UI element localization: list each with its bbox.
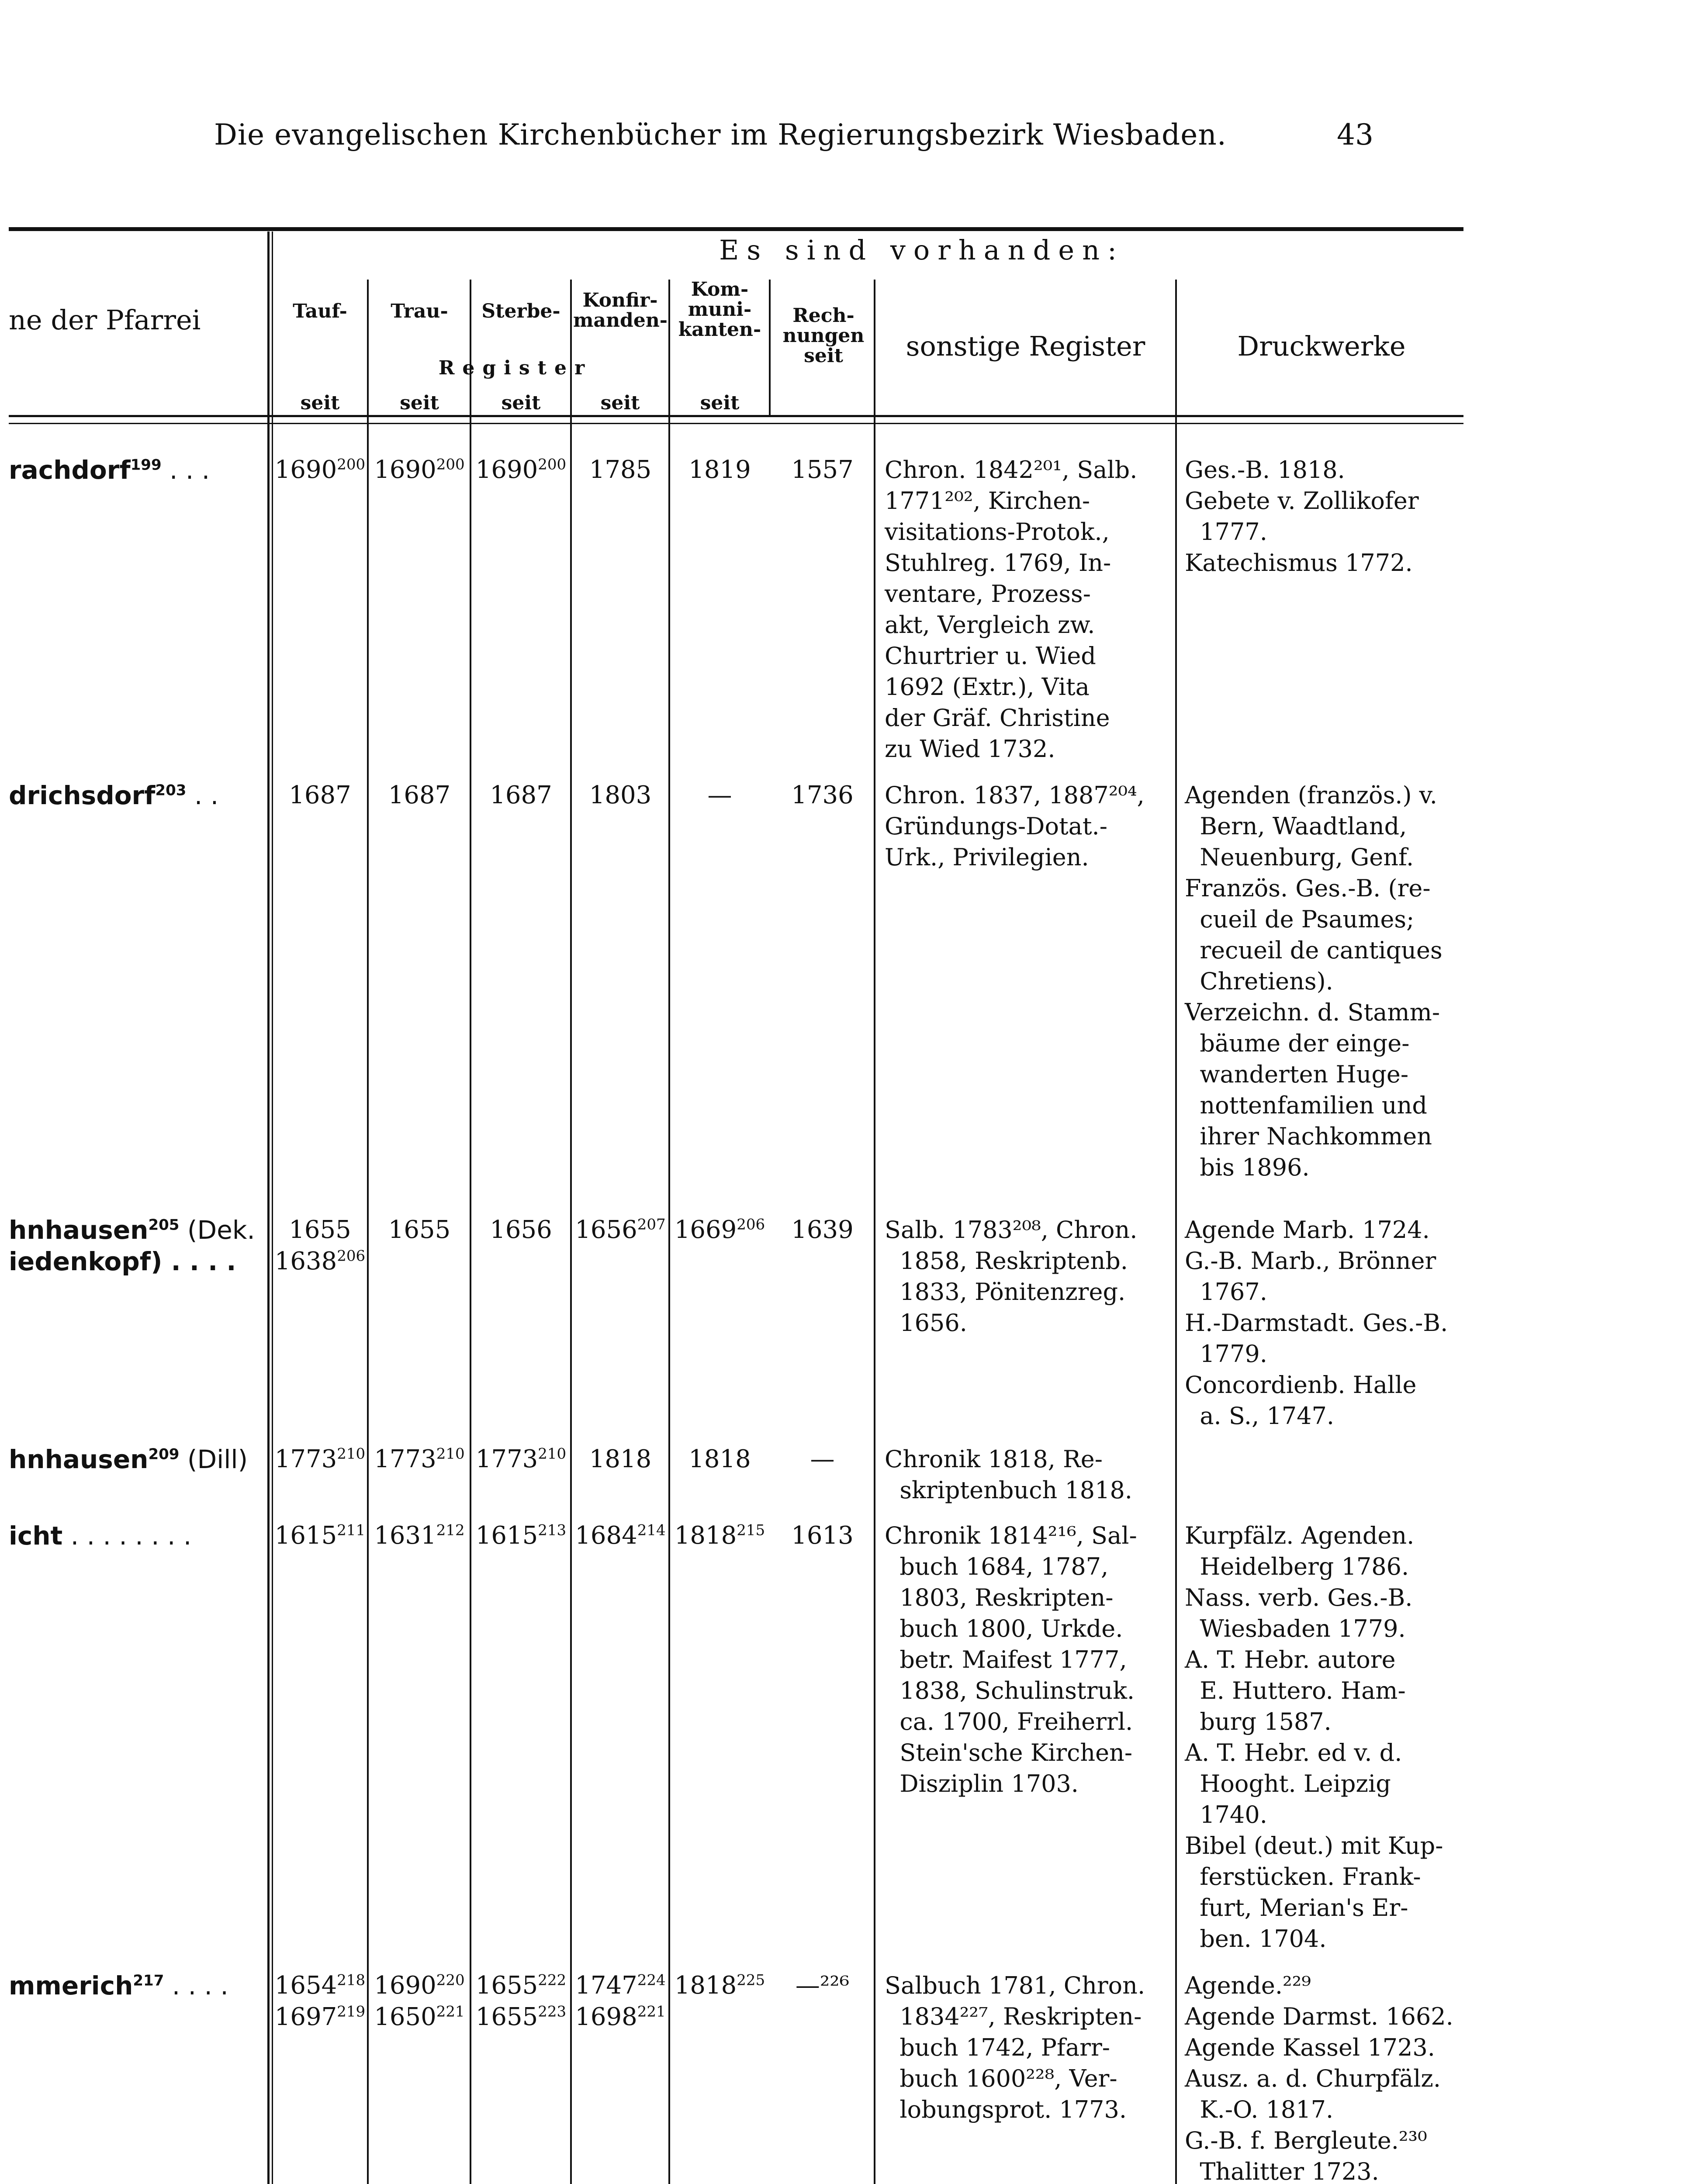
register-konf-year bbox=[572, 2001, 668, 2033]
register-tauf-year bbox=[273, 2001, 367, 2033]
sonstige-register-line: Chron. 1842²⁰¹, Salb. bbox=[885, 456, 1138, 484]
column-header-tauf: Tauf- bbox=[293, 300, 347, 322]
footnote-ref: 221 bbox=[436, 2003, 465, 2021]
sonstige-register-line: visitations-Protok., bbox=[885, 518, 1110, 546]
druckwerke-line: E. Huttero. Ham- bbox=[1185, 1677, 1406, 1704]
druckwerke-line: Kurpfälz. Agenden. bbox=[1185, 1522, 1415, 1549]
parish-name-text: hnhausen bbox=[9, 1215, 149, 1245]
column-header-seit: seit bbox=[700, 392, 740, 414]
register-sterbe-year bbox=[472, 2001, 570, 2033]
sonstige-register-line: Salb. 1783²⁰⁸, Chron. bbox=[885, 1216, 1138, 1244]
sonstige-register-line: lobungsprot. 1773. bbox=[885, 2096, 1127, 2123]
sonstige-register-line: 1838, Schulinstruk. bbox=[885, 1677, 1135, 1704]
column-header-name-text: ne der Pfarrei bbox=[9, 304, 201, 336]
parish-name-text: hnhausen bbox=[9, 1444, 149, 1474]
year-value: 1697 bbox=[274, 2003, 337, 2031]
druckwerke-line: 1740. bbox=[1185, 1801, 1267, 1828]
register-trau-year bbox=[369, 2001, 470, 2033]
table-top-rule bbox=[9, 227, 1463, 231]
leader-dots: . . . bbox=[161, 455, 210, 485]
year-value: 1655 bbox=[475, 2003, 538, 2031]
leader-dots: . . bbox=[186, 781, 219, 810]
druckwerke-line: wanderten Huge- bbox=[1185, 1061, 1409, 1088]
footnote-ref: 214 bbox=[637, 1521, 666, 1539]
druckwerke-line: Agende.²²⁹ bbox=[1185, 1972, 1311, 1999]
druckwerke-line: H.-Darmstadt. Ges.-B. bbox=[1185, 1309, 1448, 1337]
sonstige-register-line: Gründungs-Dotat.- bbox=[885, 812, 1107, 840]
druckwerke-line: Französ. Ges.-B. (re- bbox=[1185, 874, 1431, 902]
year-value: 1818 bbox=[589, 1445, 652, 1473]
footnote-ref: 200 bbox=[436, 456, 465, 473]
druckwerke-line: A. T. Hebr. autore bbox=[1185, 1646, 1396, 1673]
year-value: 1818 bbox=[688, 1445, 751, 1473]
parish-name bbox=[9, 1520, 191, 1552]
year-value: 1615 bbox=[475, 1521, 538, 1550]
year-value: 1687 bbox=[490, 781, 552, 809]
sonstige-register-line: zu Wied 1732. bbox=[885, 735, 1055, 763]
druckwerke-line: nottenfamilien und bbox=[1185, 1092, 1427, 1119]
column-header-kommunikanten: Kom-muni-kanten- bbox=[678, 278, 761, 341]
page-number: 43 bbox=[1337, 118, 1373, 152]
druckwerke-line: a. S., 1747. bbox=[1185, 1402, 1335, 1430]
leader-dots: . . . . . . . . bbox=[62, 1521, 192, 1551]
column-rule bbox=[874, 280, 875, 2184]
register-konf-year bbox=[572, 780, 668, 811]
sonstige-register-line: betr. Maifest 1777, bbox=[885, 1646, 1127, 1673]
register-sterbe-year bbox=[472, 1970, 570, 2001]
sonstige-register-line: der Gräf. Christine bbox=[885, 704, 1110, 732]
register-sterbe-year bbox=[472, 1444, 570, 1475]
footnote-ref: 206 bbox=[737, 1216, 765, 1234]
column-header-name bbox=[9, 306, 262, 334]
footnote-ref: 207 bbox=[637, 1216, 666, 1234]
footnote-ref: 205 bbox=[148, 1216, 180, 1234]
year-value: 1690 bbox=[274, 456, 337, 484]
column-rule bbox=[367, 280, 369, 2184]
register-konf-year bbox=[572, 1444, 668, 1475]
rechnungen-year: 1613 bbox=[791, 1521, 854, 1550]
column-header-seit: seit bbox=[600, 392, 640, 414]
year-value: 1631 bbox=[374, 1521, 436, 1550]
register-konf-year bbox=[572, 1520, 668, 1552]
sonstige-register-line: buch 1600²²⁸, Ver- bbox=[885, 2065, 1117, 2092]
footnote-ref: 218 bbox=[337, 1971, 366, 1989]
parish-name-extra: (Dek. bbox=[179, 1215, 255, 1245]
sonstige-register-line: buch 1684, 1787, bbox=[885, 1553, 1109, 1580]
druckwerke-line: Verzeichn. d. Stamm- bbox=[1185, 999, 1440, 1026]
register-trau-year bbox=[369, 1444, 470, 1475]
druckwerke-line: Thalitter 1723. bbox=[1185, 2158, 1379, 2184]
year-value: 1687 bbox=[289, 781, 351, 809]
druckwerke-line: Gebete v. Zollikofer bbox=[1185, 487, 1419, 515]
druckwerke-line: ihrer Nachkommen bbox=[1185, 1123, 1432, 1150]
year-value: 1656 bbox=[490, 1216, 552, 1244]
footnote-ref: 215 bbox=[737, 1521, 765, 1539]
druckwerke-line: 1777. bbox=[1185, 518, 1267, 546]
footnote-ref: 210 bbox=[436, 1445, 465, 1463]
register-tauf-year bbox=[273, 1444, 367, 1475]
register-tauf-year bbox=[273, 1520, 367, 1552]
footnote-ref: 212 bbox=[436, 1521, 465, 1539]
rechnungen-year: 1557 bbox=[791, 456, 854, 484]
register-tauf-year bbox=[273, 1246, 367, 1277]
druckwerke-line: ben. 1704. bbox=[1185, 1925, 1327, 1952]
footnote-ref: 200 bbox=[337, 456, 366, 473]
register-tauf-year bbox=[273, 1214, 367, 1246]
sonstige-register-line: ventare, Prozess- bbox=[885, 580, 1091, 608]
footnote-ref: 200 bbox=[538, 456, 567, 473]
year-value: 1656 bbox=[575, 1216, 637, 1244]
header-bottom-rule-2 bbox=[9, 423, 1463, 424]
footnote-ref: 211 bbox=[337, 1521, 366, 1539]
header-bottom-rule bbox=[9, 415, 1463, 417]
footnote-ref: 219 bbox=[337, 2003, 366, 2021]
year-value: 1655 bbox=[475, 1971, 538, 2000]
year-value: 1690 bbox=[374, 456, 436, 484]
footnote-ref: 210 bbox=[538, 1445, 567, 1463]
sonstige-register-line: skriptenbuch 1818. bbox=[885, 1476, 1132, 1504]
leader-dots: . . . . bbox=[164, 1971, 228, 2001]
parish-name bbox=[9, 780, 218, 811]
druckwerke-line: 1779. bbox=[1185, 1340, 1267, 1368]
druckwerke-line: Heidelberg 1786. bbox=[1185, 1553, 1409, 1580]
footnote-ref: 220 bbox=[436, 1971, 465, 1989]
parish-name-extra: (Dill) bbox=[179, 1444, 248, 1474]
column-header-super: Es sind vorhanden: bbox=[719, 234, 1124, 266]
druckwerke-line: Agende Kassel 1723. bbox=[1185, 2034, 1435, 2061]
year-value: 1615 bbox=[274, 1521, 337, 1550]
rechnungen-year: — bbox=[810, 1445, 835, 1473]
year-value: 1638 bbox=[274, 1247, 337, 1275]
register-komm-year bbox=[671, 1214, 769, 1246]
druckwerke-line: Katechismus 1772. bbox=[1185, 549, 1413, 577]
register-komm-year bbox=[671, 1970, 769, 2001]
column-rule bbox=[470, 280, 471, 2184]
druckwerke-line: Nass. verb. Ges.-B. bbox=[1185, 1584, 1413, 1611]
druckwerke-line: Chretiens). bbox=[1185, 968, 1333, 995]
register-tauf-year bbox=[273, 780, 367, 811]
druckwerke-line: Agende Darmst. 1662. bbox=[1185, 2003, 1453, 2030]
druckwerke-line: bis 1896. bbox=[1185, 1154, 1310, 1181]
footnote-ref: 206 bbox=[337, 1247, 366, 1265]
column-header-sonstige: sonstige Register bbox=[906, 330, 1145, 362]
running-header-title: Die evangelischen Kirchenbücher im Regierungsbezirk Wiesbaden. bbox=[214, 118, 1227, 152]
sonstige-register-line: Stuhlreg. 1769, In- bbox=[885, 549, 1111, 577]
year-value: 1687 bbox=[388, 781, 451, 809]
year-value: 1655 bbox=[388, 1216, 451, 1244]
footnote-ref: 210 bbox=[337, 1445, 366, 1463]
parish-name bbox=[9, 1444, 248, 1475]
year-value: 1650 bbox=[374, 2003, 436, 2031]
register-trau-year bbox=[369, 1970, 470, 2001]
sonstige-register-line: 1692 (Extr.), Vita bbox=[885, 673, 1090, 701]
register-komm-year bbox=[671, 1520, 769, 1552]
footnote-ref: 217 bbox=[133, 1972, 164, 1990]
sonstige-register-line: buch 1742, Pfarr- bbox=[885, 2034, 1110, 2061]
druckwerke-line: Agende Marb. 1724. bbox=[1185, 1216, 1430, 1244]
column-header-seit: seit bbox=[300, 392, 340, 414]
year-value: 1690 bbox=[475, 456, 538, 484]
year-value: 1773 bbox=[274, 1445, 337, 1473]
druckwerke-line: G.-B. f. Bergleute.²³⁰ bbox=[1185, 2127, 1427, 2154]
year-value: — bbox=[707, 781, 732, 809]
druckwerke-line: 1767. bbox=[1185, 1278, 1267, 1306]
rechnungen-year: 1736 bbox=[791, 781, 854, 809]
sonstige-register-line: Disziplin 1703. bbox=[885, 1770, 1079, 1797]
year-value: 1818 bbox=[674, 1971, 737, 2000]
column-header-register: Register bbox=[438, 357, 593, 379]
druckwerke-line: recueil de cantiques bbox=[1185, 936, 1443, 964]
column-rule bbox=[267, 232, 270, 2184]
year-value: 1669 bbox=[674, 1216, 737, 1244]
sonstige-register-line: Salbuch 1781, Chron. bbox=[885, 1972, 1145, 1999]
register-sterbe-year bbox=[472, 1214, 570, 1246]
parish-name bbox=[9, 454, 210, 486]
druckwerke-line: burg 1587. bbox=[1185, 1708, 1332, 1735]
druckwerke-line: bäume der einge- bbox=[1185, 1030, 1410, 1057]
sonstige-register-line: Urk., Privilegien. bbox=[885, 843, 1089, 871]
sonstige-register-line: ca. 1700, Freiherrl. bbox=[885, 1708, 1133, 1735]
column-header-konfirmanden: Konfir-manden- bbox=[573, 289, 668, 332]
register-trau-year bbox=[369, 780, 470, 811]
sonstige-register-line: 1803, Reskripten- bbox=[885, 1584, 1114, 1611]
column-rule bbox=[570, 280, 572, 2184]
sonstige-register-line: Chronik 1814²¹⁶, Sal- bbox=[885, 1522, 1137, 1549]
footnote-ref: 199 bbox=[130, 456, 162, 474]
sonstige-register-line: Stein'sche Kirchen- bbox=[885, 1739, 1133, 1766]
sonstige-register-line: 1833, Pönitenzreg. bbox=[885, 1278, 1126, 1306]
druckwerke-line: G.-B. Marb., Brönner bbox=[1185, 1247, 1436, 1275]
column-rule bbox=[769, 280, 771, 415]
column-header-seit: seit bbox=[501, 392, 541, 414]
year-value: 1698 bbox=[575, 2003, 637, 2031]
year-value: 1654 bbox=[274, 1971, 337, 2000]
year-value: 1773 bbox=[475, 1445, 538, 1473]
register-trau-year bbox=[369, 454, 470, 486]
parish-name-line2: iedenkopf) . . . . bbox=[9, 1247, 236, 1276]
year-value: 1819 bbox=[688, 456, 751, 484]
parish-name-text: rachdorf bbox=[9, 455, 131, 485]
register-konf-year bbox=[572, 454, 668, 486]
register-trau-year bbox=[369, 1520, 470, 1552]
sonstige-register-line: 1858, Reskriptenb. bbox=[885, 1247, 1128, 1275]
column-rule bbox=[1175, 280, 1177, 2184]
parish-name-text: drichsdorf bbox=[9, 781, 156, 810]
druckwerke-line: Bern, Waadtland, bbox=[1185, 812, 1407, 840]
year-value: 1690 bbox=[374, 1971, 436, 2000]
parish-name-text: icht bbox=[9, 1521, 63, 1551]
footnote-ref: 213 bbox=[538, 1521, 567, 1539]
druckwerke-line: Ausz. a. d. Churpfälz. bbox=[1185, 2065, 1441, 2092]
rechnungen-year: 1639 bbox=[791, 1216, 854, 1244]
druckwerke-line: Neuenburg, Genf. bbox=[1185, 843, 1414, 871]
sonstige-register-line: 1771²⁰², Kirchen- bbox=[885, 487, 1090, 515]
register-komm-year bbox=[671, 1444, 769, 1475]
year-value: 1655 bbox=[289, 1216, 351, 1244]
footnote-ref: 225 bbox=[737, 1971, 765, 1989]
register-tauf-year bbox=[273, 1970, 367, 2001]
druckwerke-line: Ges.-B. 1818. bbox=[1185, 456, 1345, 484]
footnote-ref: 209 bbox=[148, 1445, 180, 1463]
druckwerke-line: ferstücken. Frank- bbox=[1185, 1863, 1421, 1890]
sonstige-register-line: akt, Vergleich zw. bbox=[885, 611, 1095, 639]
register-komm-year bbox=[671, 454, 769, 486]
footnote-ref: 221 bbox=[637, 2003, 666, 2021]
druckwerke-line: A. T. Hebr. ed v. d. bbox=[1185, 1739, 1402, 1766]
column-header-sterbe: Sterbe- bbox=[481, 300, 560, 322]
parish-name-text: mmerich bbox=[9, 1971, 133, 2001]
register-trau-year bbox=[369, 1214, 470, 1246]
register-sterbe-year bbox=[472, 1520, 570, 1552]
year-value: 1818 bbox=[674, 1521, 737, 1550]
register-tauf-year bbox=[273, 454, 367, 486]
druckwerke-line: Agenden (französ.) v. bbox=[1185, 781, 1437, 809]
year-value: 1747 bbox=[575, 1971, 637, 2000]
column-header-seit: seit bbox=[400, 392, 439, 414]
druckwerke-line: Bibel (deut.) mit Kup- bbox=[1185, 1832, 1443, 1859]
register-sterbe-year bbox=[472, 780, 570, 811]
sonstige-register-line: Chron. 1837, 1887²⁰⁴, bbox=[885, 781, 1145, 809]
sonstige-register-line: Chronik 1818, Re- bbox=[885, 1445, 1103, 1473]
parish-name bbox=[9, 1970, 228, 2001]
year-value: 1684 bbox=[575, 1521, 637, 1550]
sonstige-register-line: buch 1800, Urkde. bbox=[885, 1615, 1123, 1642]
druckwerke-line: Hooght. Leipzig bbox=[1185, 1770, 1391, 1797]
sonstige-register-line: 1656. bbox=[885, 1309, 967, 1337]
druckwerke-line: furt, Merian's Er- bbox=[1185, 1894, 1408, 1921]
footnote-ref: 224 bbox=[637, 1971, 666, 1989]
druckwerke-line: Concordienb. Halle bbox=[1185, 1371, 1417, 1399]
footnote-ref: 203 bbox=[155, 781, 187, 799]
sonstige-register-line: Churtrier u. Wied bbox=[885, 642, 1096, 670]
column-rule bbox=[272, 232, 273, 2184]
footnote-ref: 222 bbox=[538, 1971, 567, 1989]
sonstige-register-line: 1834²²⁷, Reskripten- bbox=[885, 2003, 1142, 2030]
footnote-ref: 223 bbox=[538, 2003, 567, 2021]
register-konf-year bbox=[572, 1970, 668, 2001]
year-value: 1803 bbox=[589, 781, 652, 809]
column-header-trau: Trau- bbox=[391, 300, 448, 322]
column-header-rechnungen: Rech-nungen seit bbox=[782, 304, 865, 367]
year-value: 1773 bbox=[374, 1445, 436, 1473]
register-konf-year bbox=[572, 1214, 668, 1246]
column-rule bbox=[668, 280, 670, 2184]
rechnungen-year: —²²⁶ bbox=[795, 1971, 850, 2000]
year-value: 1785 bbox=[589, 456, 652, 484]
register-sterbe-year bbox=[472, 454, 570, 486]
druckwerke-line: cueil de Psaumes; bbox=[1185, 905, 1415, 933]
parish-name bbox=[9, 1214, 255, 1246]
druckwerke-line: Wiesbaden 1779. bbox=[1185, 1615, 1406, 1642]
druckwerke-line: K.-O. 1817. bbox=[1185, 2096, 1334, 2123]
column-header-druckwerke: Druckwerke bbox=[1237, 330, 1406, 362]
register-komm-year bbox=[671, 780, 769, 811]
